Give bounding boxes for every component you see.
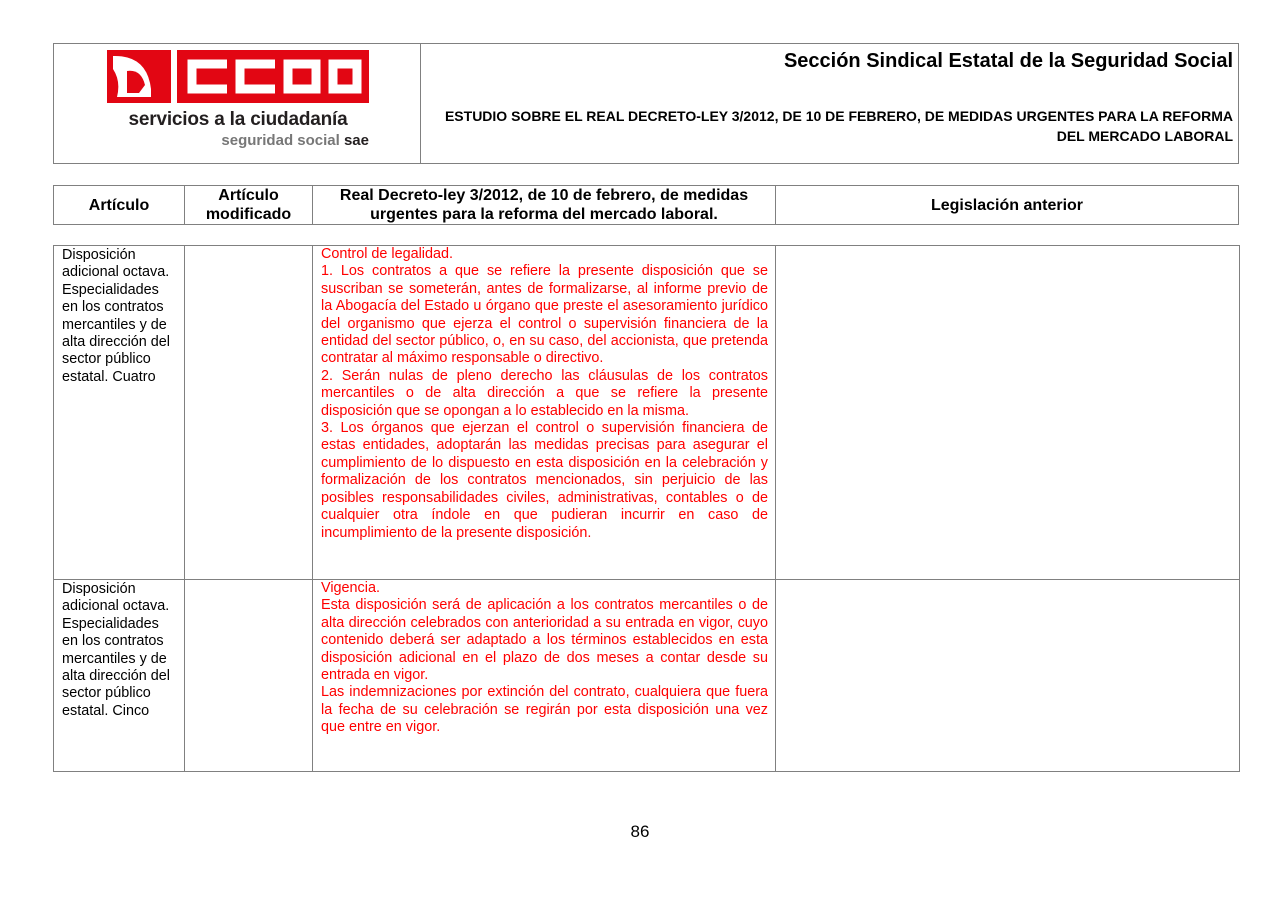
table-header (53, 185, 1239, 225)
previous-legislation-cell (776, 580, 1240, 772)
article-cell: Disposición adicional octava. Especialidades en los contratos mercantiles y de alta dirección del sector público estatal. Cinco (54, 580, 185, 772)
study-title: ESTUDIO SOBRE EL REAL DECRETO-LEY 3/2012, DE 10 DE FEBRERO, DE MEDIDAS URGENTES PARA LA REFORMA DEL MERCADO LABORAL (444, 108, 1233, 144)
decree-paragraph: Esta disposición será de aplicación a los contratos mercantiles o de alta dirección celebrados con anterioridad a su entrada en vigor, cuyo contenido deberá ser adaptado a los términos establecidos en esta disposición adicional en el plazo de dos meses a contar desde su entrada en vigor. (321, 597, 768, 684)
header-articulo: Artículo (54, 186, 185, 224)
section-title: Sección Sindical Estatal de la Seguridad Social (783, 50, 1233, 72)
decree-paragraph: 1. Los contratos a que se refiere la presente disposición que se suscriban se someterán, antes de formalizarse, al informe previo de la Abogacía del Estado u órgano que preste el asesoramiento jurídico del organismo que ejerza el control o supervisión financiera de la entidad del sector público, o, en su caso, del accionista, que pretenda contratar al máximo responsable o directivo. (321, 263, 768, 367)
table-row (54, 246, 1240, 580)
previous-legislation-cell (776, 246, 1240, 580)
logo-tagline: servicios a la ciudadanía (128, 109, 348, 130)
decree-paragraph: 3. Los órganos que ejerzan el control o supervisión financiera de estas entidades, adoptarán las medidas precisas para asegurar el cumplimiento de lo dispuesto en esta disposición en la celebración y formalización de los contratos mencionados, sin perjuicio de las posibles responsabilidades civiles, administrativas, contables o de cualquier otra índole en que pudieran incurrir en caso de incumplimiento de la presente disposición. (321, 420, 768, 541)
header-articulo-modificado: Artículo modificado (185, 186, 313, 224)
title-cell (421, 44, 1238, 163)
content-table (53, 245, 1240, 772)
decree-paragraph: 2. Serán nulas de pleno derecho las cláusulas de los contratos mercantiles o de alta dirección a que se refiere la presente disposición que se opongan a lo establecido en la misma. (321, 367, 768, 419)
document-header (53, 43, 1239, 164)
decree-heading: Vigencia. (321, 580, 380, 596)
ccoo-wordmark-icon (107, 49, 369, 104)
header-legislacion-anterior: Legislación anterior (930, 196, 1084, 214)
modified-cell (185, 580, 313, 772)
decree-text-cell (313, 246, 776, 580)
article-cell: Disposición adicional octava. Especialidades en los contratos mercantiles y de alta dirección del sector público estatal. Cuatro (54, 246, 185, 580)
logo-cell (54, 44, 421, 163)
decree-text-cell (313, 580, 776, 772)
modified-cell (185, 246, 313, 580)
page-number: 86 (630, 822, 650, 841)
logo-subtitle: seguridad social sae (221, 132, 369, 149)
decree-heading: Control de legalidad. (321, 246, 454, 262)
decree-paragraph: Las indemnizaciones por extinción del contrato, cualquiera que fuera la fecha de su celebración se regirán por esta disposición una vez que entre en vigor. (321, 684, 768, 736)
ccoo-logo (107, 49, 369, 149)
header-real-decreto: Real Decreto-ley 3/2012, de 10 de febrero, de medidas urgentes para la reforma del mercado laboral. (313, 186, 776, 224)
table-row (54, 580, 1240, 772)
